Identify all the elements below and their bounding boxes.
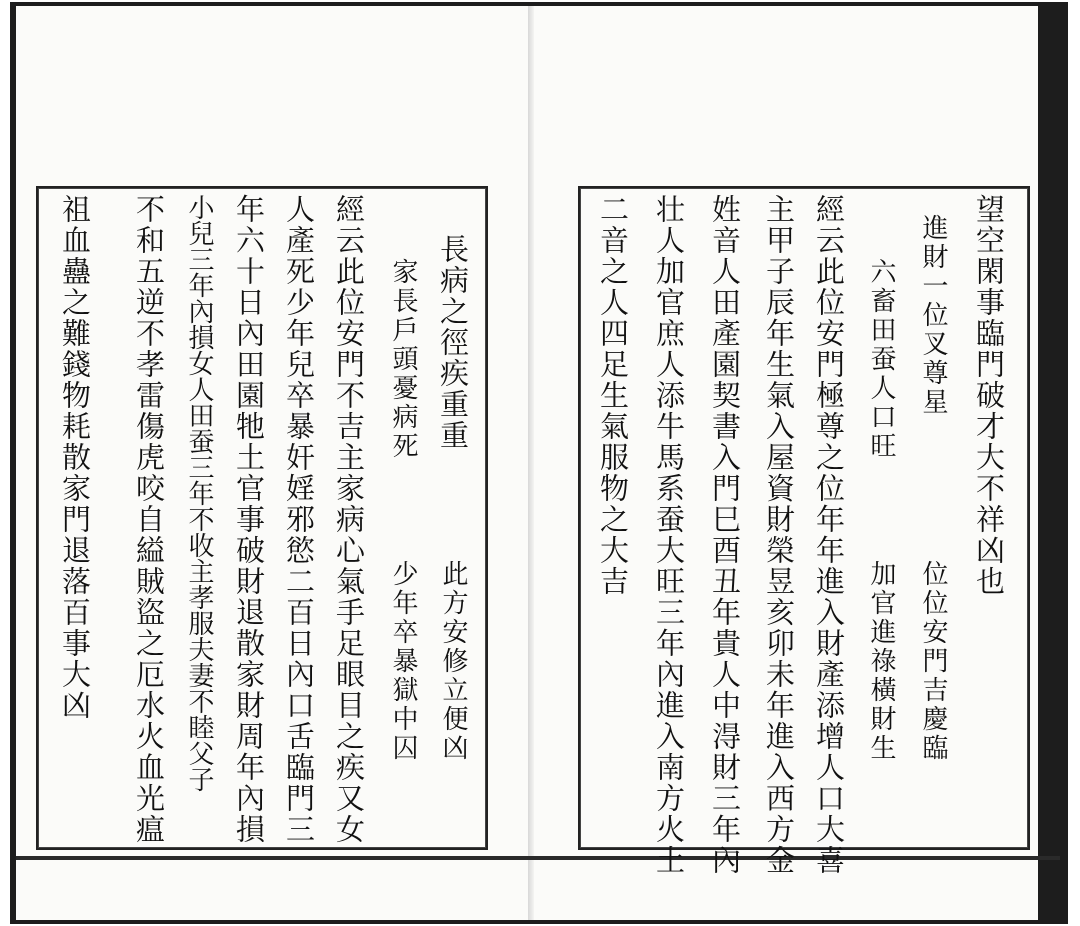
text-column-8: 姓音人田產園契書入門巳酉丑年貴人中淂財三年內 — [708, 194, 742, 876]
text-column-1: 長病之徑疾重重 — [436, 234, 470, 451]
text-column-3: 家長戶頭憂病死 — [388, 258, 418, 461]
text-column-6: 經云此位安門極尊之位年年進入財產添增人口大喜 — [812, 194, 846, 876]
book-gutter — [528, 6, 534, 920]
left-text-frame — [36, 186, 488, 850]
page-bottom-edge — [16, 856, 1060, 860]
text-column-1: 望空閑事臨門破才大不祥凶也 — [972, 194, 1006, 597]
text-column-6: 人產死少年兒卒暴奸婬邪慾二百日內口舌臨門三 — [282, 194, 316, 845]
text-column-2: 此方安修立便凶 — [438, 560, 468, 763]
text-column-9: 不和五逆不孝雷傷虎咬自縊賊盜之厄水火血光瘟 — [132, 194, 166, 845]
text-column-4: 六畜田蚕人口旺 — [866, 258, 896, 461]
text-column-5: 加官進祿橫財生 — [866, 560, 896, 763]
text-column-7: 年六十日內田園牠土官事破財退散家財周年內損 — [232, 194, 266, 845]
text-column-2: 進財一位叉尊星 — [918, 214, 948, 417]
text-column-3: 位位安門吉慶臨 — [918, 560, 948, 763]
text-column-10: 二音之人四足生氣服物之大吉 — [596, 194, 630, 597]
right-text-frame — [578, 186, 1030, 876]
text-column-8: 小兒三年內損女人田蚕三年不收主孝服夫妻不睦父子 — [184, 194, 214, 792]
text-column-9: 壮人加官庶人添牛馬系蚕大旺三年內進入南方火土 — [652, 194, 686, 876]
text-column-5: 經云此位安門不吉主家病心氣手足眼目之疾又女 — [332, 194, 366, 845]
text-column-4: 少年卒暴獄中囚 — [388, 560, 418, 763]
text-column-7: 主甲子辰年生氣入屋資財榮昱亥卯未年進入西方金 — [762, 194, 796, 876]
text-column-10: 祖血蠱之難錢物耗散家門退落百事大凶 — [58, 194, 92, 721]
